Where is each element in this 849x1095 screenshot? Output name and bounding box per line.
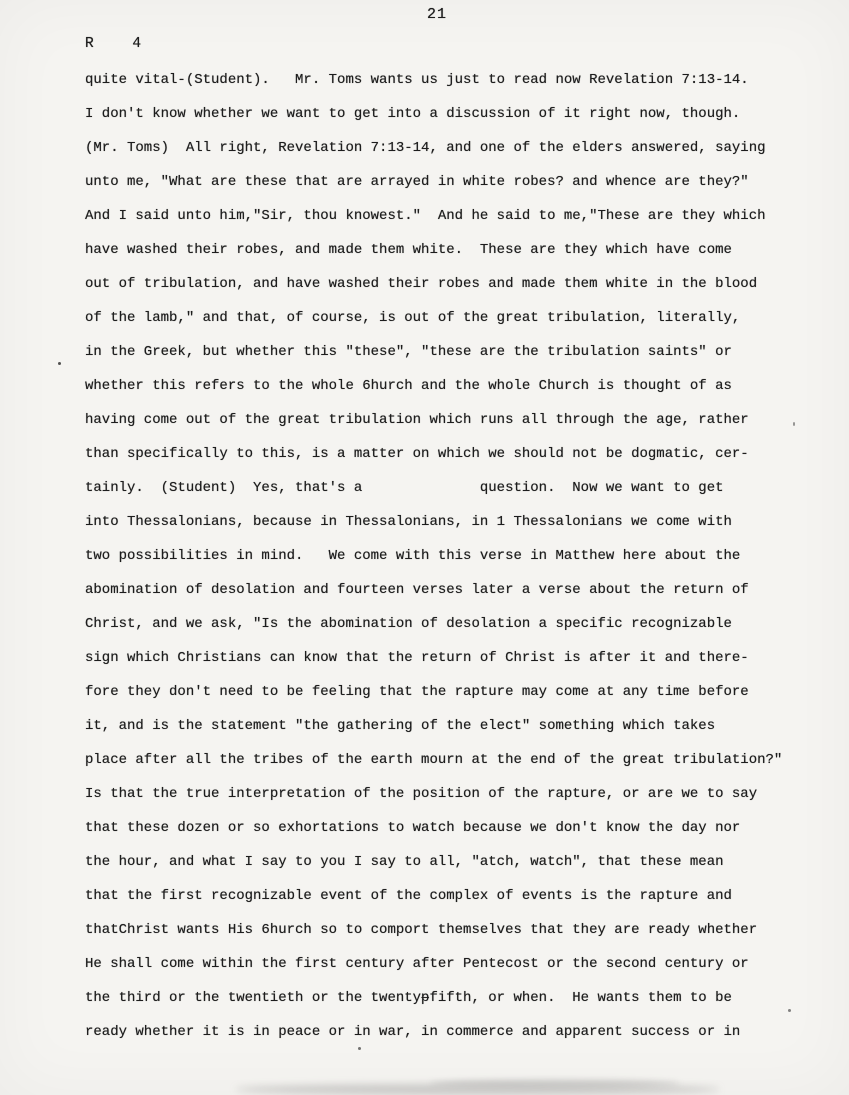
scan-speck (793, 422, 795, 426)
page-number: 21 (427, 6, 448, 23)
text-line: abomination of desolation and fourteen verses later a verse about the return of (85, 582, 749, 598)
text-line: into Thessalonians, because in Thessalonians, in 1 Thessalonians we come with (85, 514, 732, 530)
text-line: ready whether it is in peace or in war, in commerce and apparent success or in (85, 1024, 741, 1040)
text-line: fore they don't need to be feeling that the rapture may come at any time before (85, 684, 749, 700)
doc-reference-number: 4 (132, 36, 142, 52)
doc-reference-letter: R (85, 36, 94, 52)
text-line: thatChrist wants His 6hurch so to comport themselves that they are ready whether (85, 922, 758, 938)
text-line: that the first recognizable event of the complex of events is the rapture and (85, 888, 732, 904)
text-line: having come out of the great tribulation which runs all through the age, rather (85, 412, 749, 428)
text-line: He shall come within the first century after Pentecost or the second century or (85, 956, 749, 972)
text-line: tainly. (Student) Yes, that's a question. Now we want to get (85, 480, 724, 496)
scan-speck (788, 1009, 791, 1012)
text-line: And I said unto him,"Sir, thou knowest." And he said to me,"These are they which (85, 208, 766, 224)
scan-speck (58, 362, 61, 365)
scan-speck (358, 1047, 361, 1050)
text-line: quite vital-(Student). Mr. Toms wants us just to read now Revelation 7:13-14. (85, 72, 749, 88)
text-line: whether this refers to the whole 6hurch and the whole Church is thought of as (85, 378, 732, 394)
text-line: Is that the true interpretation of the position of the rapture, or are we to say (85, 786, 758, 802)
text-line: Christ, and we ask, "Is the abomination of desolation a specific recognizable (85, 616, 732, 632)
text-line: that these dozen or so exhortations to watch because we don't know the day nor (85, 820, 741, 836)
doc-reference (85, 36, 141, 52)
text-line: have washed their robes, and made them white. These are they which have come (85, 242, 732, 258)
text-line: in the Greek, but whether this "these", "these are the tribulation saints" or (85, 344, 732, 360)
text-line: unto me, "What are these that are arrayed in white robes? and whence are they?" (85, 174, 749, 190)
text-line: than specifically to this, is a matter on which we should not be dogmatic, cer- (85, 446, 749, 462)
transcript-body (85, 63, 825, 1049)
text-line: out of tribulation, and have washed their robes and made them white in the blood (85, 276, 758, 292)
text-line: (Mr. Toms) All right, Revelation 7:13-14, and one of the elders answered, saying (85, 140, 766, 156)
scan-smudge (430, 1079, 680, 1087)
text-line: sign which Christians can know that the return of Christ is after it and there- (85, 650, 749, 666)
text-line: the third or the twentieth or the twentyᵽfifth, or when. He wants them to be (85, 990, 732, 1006)
text-line: place after all the tribes of the earth mourn at the end of the great tribulation?" (85, 752, 783, 768)
text-line: it, and is the statement "the gathering of the elect" something which takes (85, 718, 716, 734)
text-line: two possibilities in mind. We come with this verse in Matthew here about the (85, 548, 741, 564)
text-line: I don't know whether we want to get into a discussion of it right now, though. (85, 106, 741, 122)
text-line: the hour, and what I say to you I say to all, "atch, watch", that these mean (85, 854, 724, 870)
text-line: of the lamb," and that, of course, is out of the great tribulation, literally, (85, 310, 741, 326)
